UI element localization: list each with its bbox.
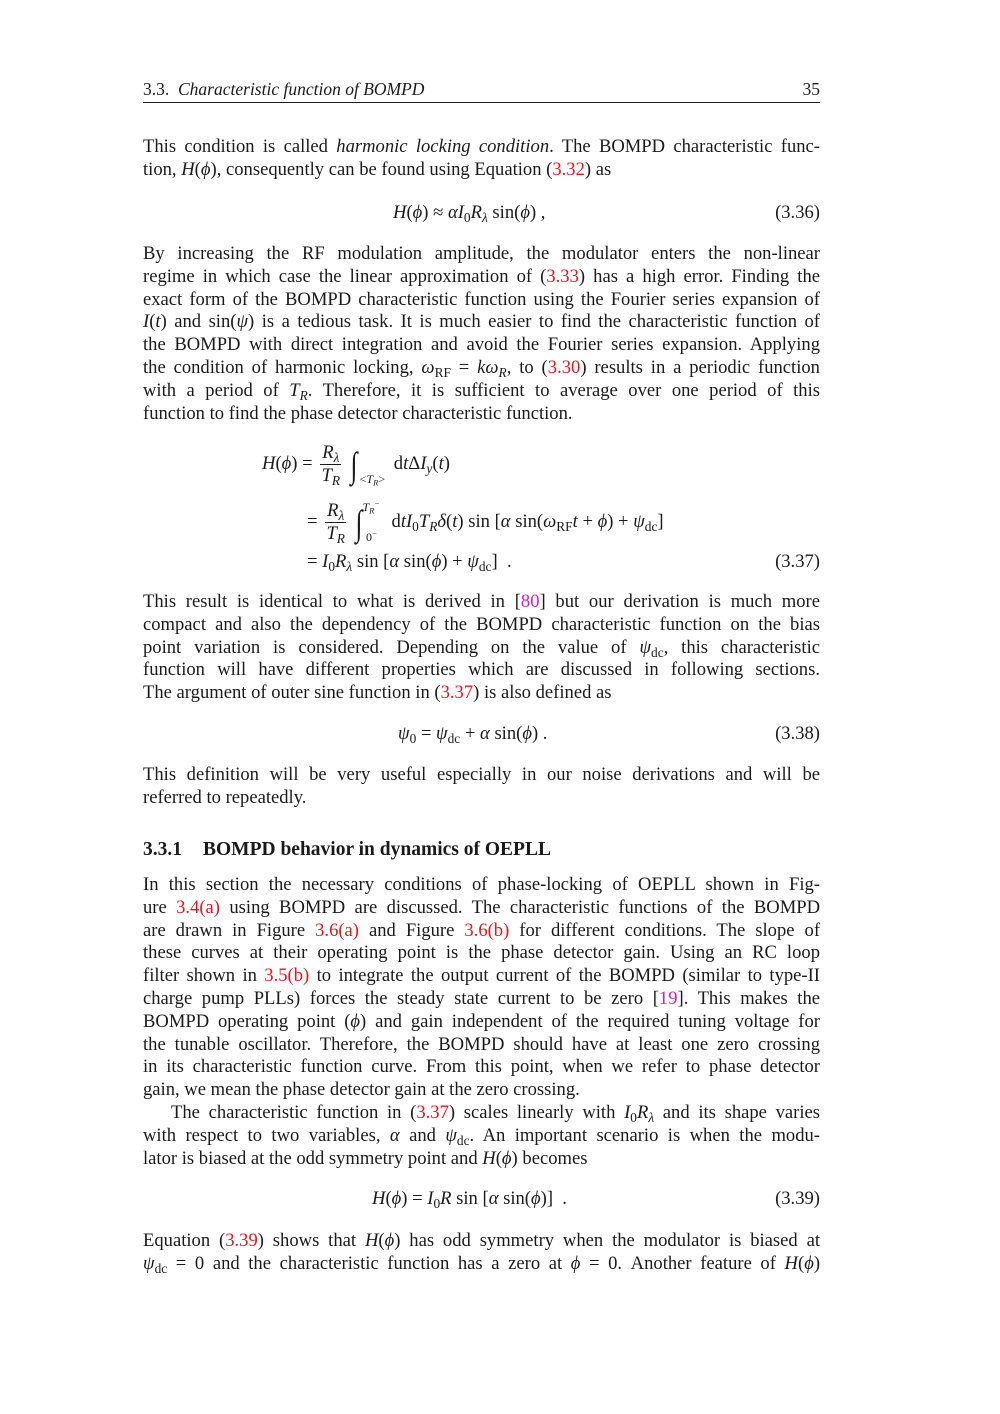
text-line: lator is biased at the odd symmetry point and H(ϕ) becomes: [143, 1147, 588, 1169]
text-line: these curves at their operating point is the phase detector gain. Using an RC loop: [143, 942, 820, 964]
text-line: ure 3.4(a) using BOMPD are discussed. The characteristic functions of the BOMPD: [143, 896, 821, 918]
header-section-number: 3.3.: [143, 79, 170, 99]
equation-link-3-37[interactable]: 3.37: [440, 682, 474, 704]
text-line: function to find the phase detector characteristic function.: [143, 402, 573, 424]
equation-number: (3.36): [775, 202, 820, 223]
text-line: referred to repeatedly.: [143, 786, 307, 808]
text-line: This result is identical to what is derived in [80] but our derivation is much more: [143, 591, 820, 612]
figure-link-3-6a[interactable]: 3.6(a): [315, 919, 360, 941]
text-line: This condition is called harmonic locking condition. The BOMPD characteristic func-: [143, 136, 820, 157]
citation-link-80[interactable]: 80: [520, 591, 540, 612]
equation-link-3-39[interactable]: 3.39: [225, 1230, 258, 1251]
text-line: tion, H(ϕ), consequently can be found using Equation (3.32) as: [143, 158, 612, 180]
text-line: compact and also the dependency of the BOMPD characteristic function on the bias: [143, 613, 820, 635]
text-line: function will have different properties which are discussed in following sections.: [143, 659, 820, 681]
equation-link-3-32[interactable]: 3.32: [552, 158, 585, 180]
paragraph-result-comparison: [143, 591, 820, 705]
text-line: Equation (3.39) shows that H(ϕ) has odd symmetry when the modulator is biased at: [143, 1230, 821, 1251]
equation-number: (3.37): [775, 551, 820, 572]
equation-3-38: $\psi_0 = \psi_{dc} + \alpha$ sin(ϕ) .: [398, 723, 548, 747]
subsection-heading: [143, 839, 551, 861]
paragraph-odd-symmetry: [143, 1102, 820, 1170]
figure-link-3-4a[interactable]: 3.4(a): [176, 896, 221, 918]
text-line: the condition of harmonic locking, $\omega_{RF} = k\omega_R$, to (3.30) results in a periodic function: [143, 356, 820, 380]
header-section: [143, 79, 424, 100]
equation-link-3-37[interactable]: 3.37: [416, 1102, 449, 1123]
paragraph-harmonic-locking: [143, 136, 820, 182]
subsection-number: 3.3.1: [143, 839, 182, 860]
text-line: are drawn in Figure 3.6(a) and Figure 3.6(b) for different conditions. The slope of: [143, 919, 821, 941]
text-line: point variation is considered. Depending on the value of $\psi_{dc}$, this characteristic: [143, 636, 820, 660]
subsection-title: BOMPD behavior in dynamics of OEPLL: [203, 839, 551, 860]
equation-line: H(ϕ) = $\frac{R_\lambda}{T_R}$ ∫ $_{<T_R>}$ dtΔI$_y$(t): [262, 442, 450, 489]
page-number: 35: [802, 79, 820, 99]
text-line: exact form of the BOMPD characteristic function using the Fourier series expansion of: [143, 288, 820, 310]
text-line: the tunable oscillator. Therefore, the BOMPD should have at least one zero crossing: [143, 1033, 820, 1055]
text-line: I(t) and sin(ψ) is a tedious task. It is much easier to find the characteristic function of: [143, 311, 820, 333]
text-line: $\psi_{dc} = 0$ and the characteristic function has a zero at ϕ = 0. Another feature of H(ϕ): [143, 1252, 821, 1276]
equation-line: = $I_0R_\lambda$ sin [α $\sin(\phi) + \psi_{dc}$] .: [307, 551, 512, 575]
citation-link-19[interactable]: 19: [658, 987, 678, 1009]
equation-line: = $\frac{R_\lambda}{T_R}$ ∫ $^{T_R^-}$ $_{0^-}$ $dtI_0T_R\delta(t)$ sin [α $\sin(\omega_{RF}t + \phi) + \psi_{dc}$]: [307, 497, 664, 547]
equation-number: (3.39): [775, 1188, 820, 1209]
text-line: This definition will be very useful especially in our noise derivations and will be: [143, 764, 820, 785]
text-line: the BOMPD with direct integration and avoid the Fourier series expansion. Applying: [143, 334, 820, 356]
text-line: regime in which case the linear approximation of (3.33) has a high error. Finding the: [143, 265, 820, 287]
text-line: The argument of outer sine function in (3.37) is also defined as: [143, 682, 612, 704]
paragraph-phase-locking-conditions: [143, 874, 820, 1102]
paragraph-definition-note: [143, 764, 820, 810]
text-line: filter shown in 3.5(b) to integrate the output current of the BOMPD (similar to type-II: [143, 965, 820, 987]
text-line: By increasing the RF modulation amplitude, the modulator enters the non-linear: [143, 243, 820, 264]
header-section-title: Characteristic function of BOMPD: [178, 79, 425, 99]
text-line: with a period of $T_R$. Therefore, it is sufficient to average over one period of this: [143, 379, 820, 403]
text-line: In this section the necessary conditions of phase-locking of OEPLL shown in Fig-: [143, 874, 820, 895]
equation-3-36: $H(\phi) \approx \alpha I_0R_\lambda$ sin(ϕ) ,: [393, 202, 546, 226]
text-line: in its characteristic function curve. From this point, when we refer to phase detector: [143, 1056, 820, 1078]
emphasis-term: harmonic locking condition: [336, 136, 550, 157]
running-header: [143, 78, 820, 103]
text-line: with respect to two variables, α and $\psi_{dc}$. An important scenario is when the modu-: [143, 1124, 820, 1148]
equation-3-39: $H(\phi) = I_0R$ sin [α sin(ϕ)] .: [372, 1188, 567, 1212]
equation-link-3-30[interactable]: 3.30: [547, 356, 581, 378]
text-line: BOMPD operating point (ϕ) and gain independent of the required tuning voltage for: [143, 1010, 820, 1032]
paragraph-equation-3-39-discussion: [143, 1230, 820, 1276]
equation-link-3-33[interactable]: 3.33: [546, 265, 579, 287]
text-line: gain, we mean the phase detector gain at the zero crossing.: [143, 1079, 580, 1101]
text-line: The characteristic function in (3.37) scales linearly with $I_0R_\lambda$ and its shape varies: [171, 1102, 821, 1126]
equation-number: (3.38): [775, 723, 820, 744]
figure-link-3-6b[interactable]: 3.6(b): [464, 919, 510, 941]
figure-link-3-5b[interactable]: 3.5(b): [264, 965, 310, 987]
text-line: charge pump PLLs) forces the steady state current to be zero [19]. This makes the: [143, 987, 820, 1009]
paragraph-nonlinear-regime: [143, 243, 820, 425]
